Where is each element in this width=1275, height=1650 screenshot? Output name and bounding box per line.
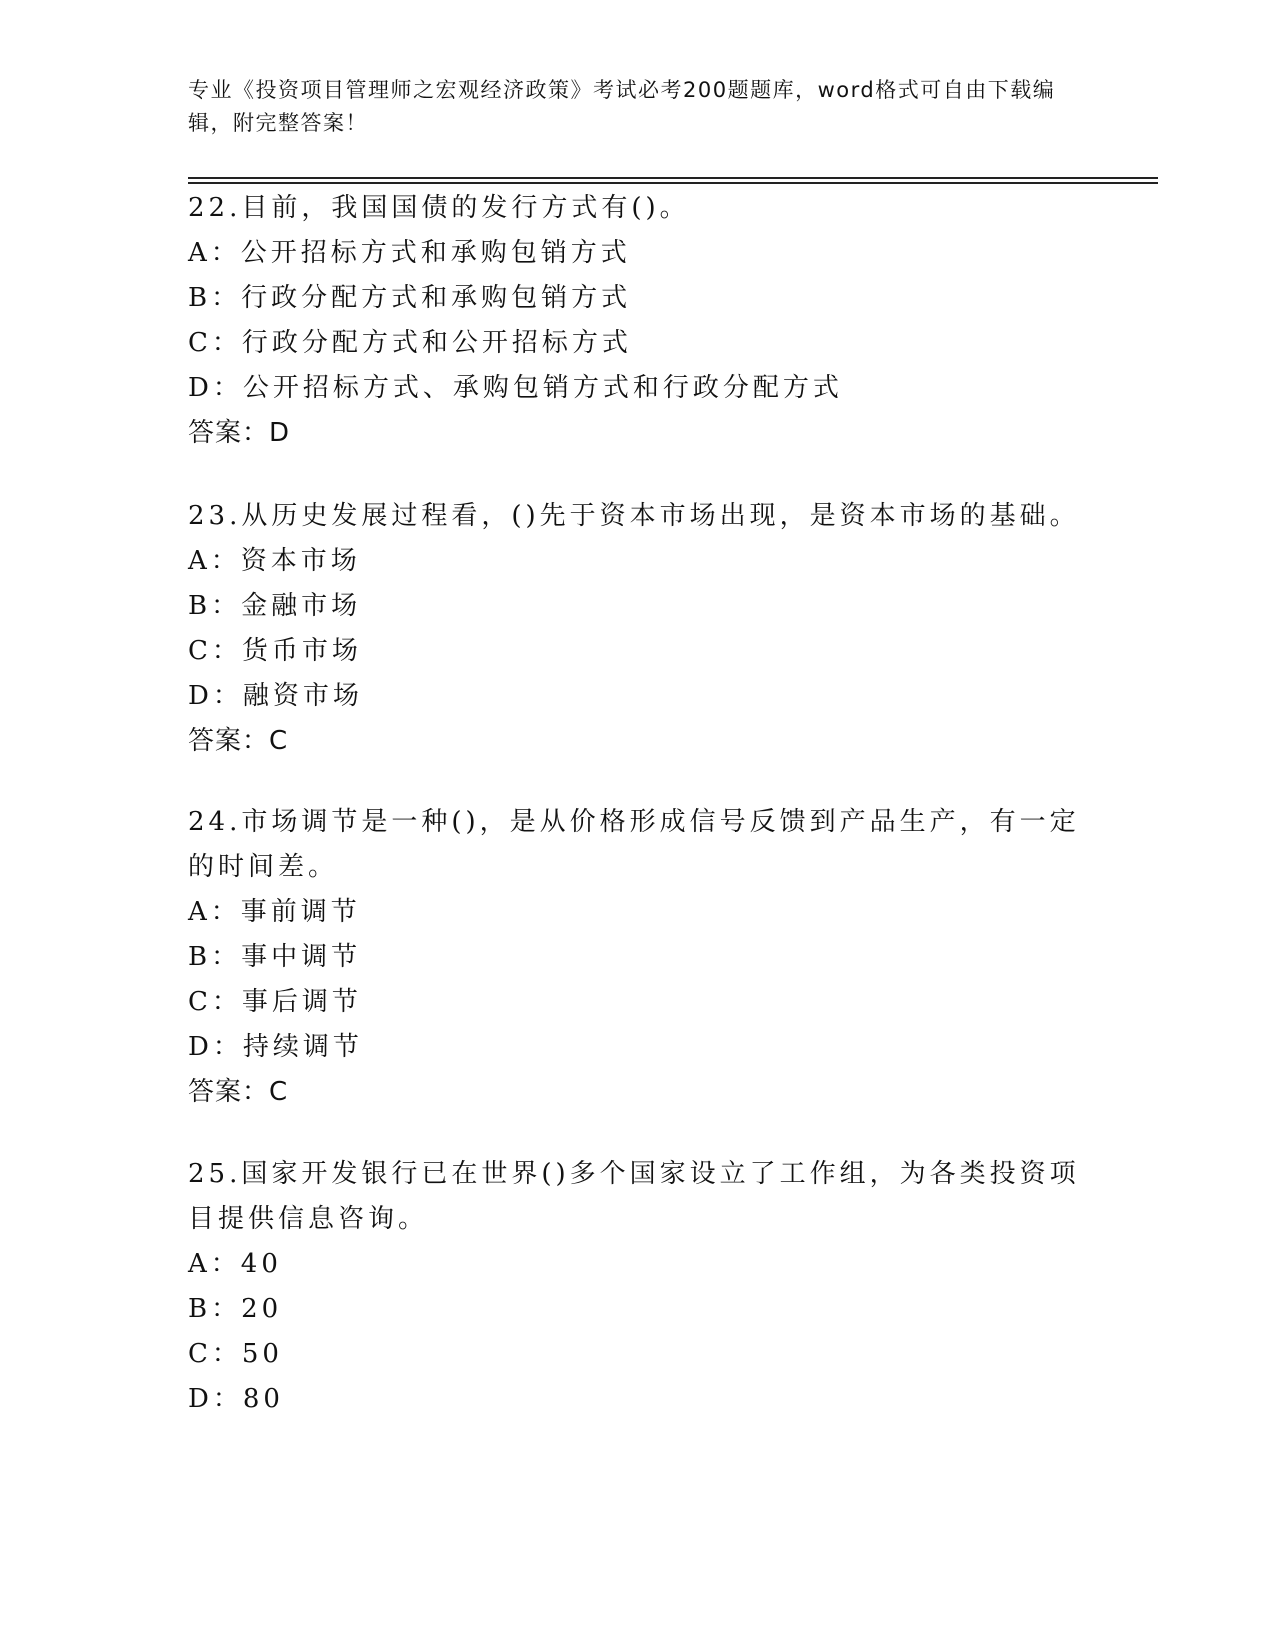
option-d: D：融资市场: [188, 681, 363, 711]
option-b: B：20: [188, 1294, 283, 1324]
option-b: B：事中调节: [188, 942, 362, 972]
question-stem: 24.市场调节是一种()，是从价格形成信号反馈到产品生产，有一定的时间差。: [188, 807, 1080, 882]
option-d: D：公开招标方式、承购包销方式和行政分配方式: [188, 373, 843, 403]
question-stem: 22.目前，我国国债的发行方式有()。: [188, 193, 690, 223]
option-c: C：50: [188, 1339, 283, 1369]
answer: 答案：D: [188, 418, 291, 448]
option-a: A：事前调节: [188, 897, 361, 927]
header-divider-top: [188, 177, 1158, 179]
option-d: D：80: [188, 1384, 284, 1414]
question-22: [188, 186, 1088, 456]
option-a: A：40: [188, 1249, 282, 1279]
answer: 答案：C: [188, 726, 289, 756]
header-divider-bottom: [188, 182, 1158, 184]
question-23: [188, 494, 1088, 764]
option-a: A：公开招标方式和承购包销方式: [188, 238, 631, 268]
option-b: B：金融市场: [188, 591, 362, 621]
document-header: 专业《投资项目管理师之宏观经济政策》考试必考200题题库，word格式可自由下载编辑，附完整答案！: [188, 78, 1056, 135]
question-24: [188, 800, 1088, 1115]
question-stem: 25.国家开发银行已在世界()多个国家设立了工作组，为各类投资项目提供信息咨询。: [188, 1159, 1080, 1234]
question-stem: 23.从历史发展过程看，()先于资本市场出现，是资本市场的基础。: [188, 501, 1080, 531]
option-b: B：行政分配方式和承购包销方式: [188, 283, 632, 313]
option-c: C：行政分配方式和公开招标方式: [188, 328, 632, 358]
option-a: A：资本市场: [188, 546, 361, 576]
answer: 答案：C: [188, 1077, 289, 1107]
question-25: [188, 1152, 1088, 1422]
option-d: D：持续调节: [188, 1032, 363, 1062]
option-c: C：事后调节: [188, 987, 362, 1017]
option-c: C：货币市场: [188, 636, 362, 666]
